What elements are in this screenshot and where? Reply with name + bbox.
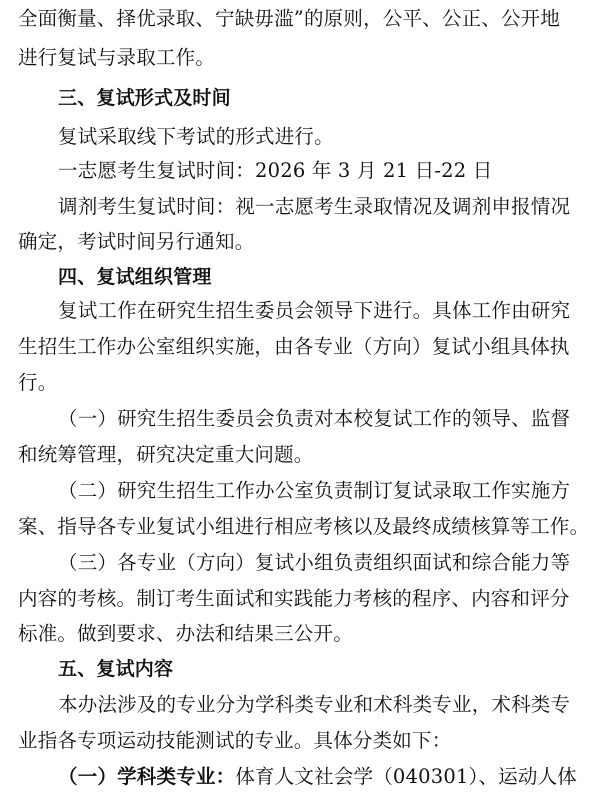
paragraph-line: （二）研究生招生工作办公室负责制订复试录取工作实施方 bbox=[58, 479, 571, 502]
subsection-label: （一）学科类专业： bbox=[58, 765, 236, 788]
paragraph-line: 复试工作在研究生招生委员会领导下进行。具体工作由研究 bbox=[58, 299, 571, 322]
paragraph-line: 生招生工作办公室组织实施，由各专业（方向）复试小组具体执 bbox=[18, 335, 570, 358]
paragraph-line: 调剂考生复试时间：视一志愿考生录取情况及调剂申报情况 bbox=[58, 195, 571, 218]
paragraph-line: 行。 bbox=[18, 371, 58, 394]
paragraph-line: 案、指导各专业复试小组进行相应考核以及最终成绩核算等工作。 bbox=[18, 515, 590, 538]
paragraph-line: 业指各专项运动技能测试的专业。具体分类如下： bbox=[18, 729, 452, 752]
paragraph-line bbox=[0, 764, 601, 790]
section-heading: 四、复试组织管理 bbox=[58, 266, 212, 288]
paragraph-line: （一）研究生招生委员会负责对本校复试工作的领导、监督 bbox=[58, 407, 571, 430]
paragraph-line: 本办法涉及的专业分为学科类专业和术科类专业，术科类专 bbox=[58, 693, 571, 716]
paragraph-line: 一志愿考生复试时间：2026 年 3 月 21 日-22 日 bbox=[58, 159, 493, 182]
paragraph-line: 进行复试与录取工作。 bbox=[18, 46, 216, 69]
paragraph-line: （三）各专业（方向）复试小组负责组织面试和综合能力等 bbox=[58, 551, 571, 574]
paragraph-line: 确定，考试时间另行通知。 bbox=[18, 230, 255, 253]
paragraph-line: 内容的考核。制订考生面试和实践能力考核的程序、内容和评分 bbox=[18, 587, 570, 610]
paragraph-line: 和统筹管理，研究决定重大问题。 bbox=[18, 443, 314, 466]
paragraph-line: 复试采取线下考试的形式进行。 bbox=[58, 125, 334, 148]
paragraph-line: 全面衡量、择优录取、宁缺毋滥”的原则，公平、公正、公开地 bbox=[18, 7, 561, 30]
paragraph-text: 体育人文社会学（040301）、运动人体 bbox=[235, 765, 578, 788]
section-heading: 五、复试内容 bbox=[58, 658, 174, 680]
section-heading: 三、复试形式及时间 bbox=[58, 87, 231, 109]
paragraph-line: 标准。做到要求、办法和结果三公开。 bbox=[18, 622, 353, 645]
